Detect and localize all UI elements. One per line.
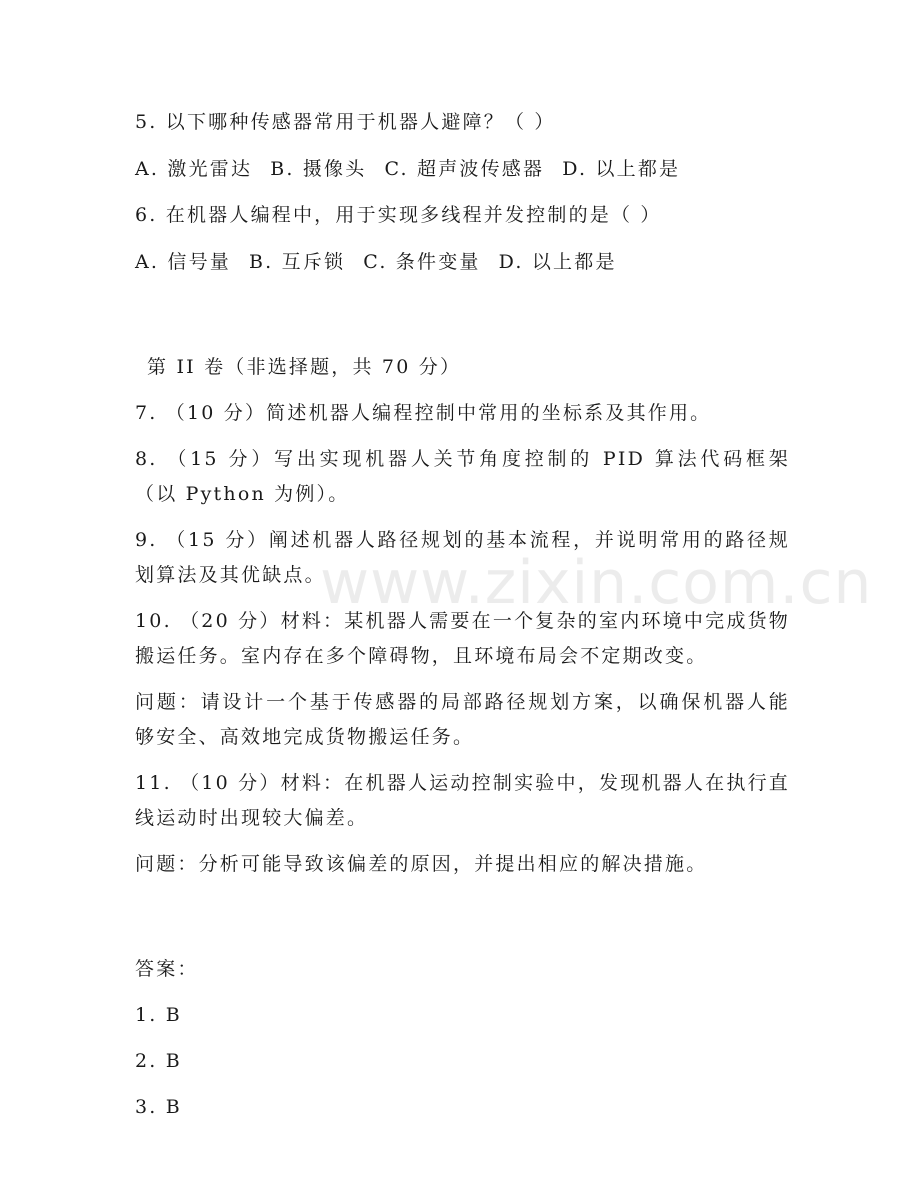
question-6: 6. 在机器人编程中，用于实现多线程并发控制的是（ ） bbox=[135, 204, 662, 226]
answer-item: 1. B bbox=[135, 1004, 182, 1026]
document-page bbox=[135, 105, 790, 1125]
question-11-question: 问题：分析可能导致该偏差的原因，并提出相应的解决措施。 bbox=[135, 853, 708, 875]
answers-title: 答案： bbox=[135, 958, 199, 980]
option-d: D. 以上都是 bbox=[562, 158, 681, 180]
question-7: 7. （10 分）简述机器人编程控制中常用的坐标系及其作用。 bbox=[135, 402, 712, 424]
question-6-options bbox=[135, 245, 790, 280]
question-10-question: 问题：请设计一个基于传感器的局部路径规划方案，以确保机器人能够安全、高效地完成货物搬运任务。 bbox=[135, 691, 790, 748]
option-d: D. 以上都是 bbox=[498, 251, 617, 273]
option-a: A. 激光雷达 bbox=[135, 158, 253, 180]
answer-item: 2. B bbox=[135, 1050, 182, 1072]
question-5-options bbox=[135, 152, 790, 187]
question-11-material: 11. （10 分）材料：在机器人运动控制实验中，发现机器人在执行直线运动时出现较大偏差。 bbox=[135, 772, 790, 829]
question-10-material: 10. （20 分）材料：某机器人需要在一个复杂的室内环境中完成货物搬运任务。室内存在多个障碍物，且环境布局会不定期改变。 bbox=[135, 610, 790, 667]
question-9: 9. （15 分）阐述机器人路径规划的基本流程，并说明常用的路径规划算法及其优缺点。 bbox=[135, 529, 790, 586]
option-b: B. 互斥锁 bbox=[249, 251, 346, 273]
section-title: 第 II 卷（非选择题，共 70 分） bbox=[147, 356, 462, 378]
option-a: A. 信号量 bbox=[135, 251, 232, 273]
option-c: C. 条件变量 bbox=[363, 251, 481, 273]
option-c: C. 超声波传感器 bbox=[384, 158, 545, 180]
question-8: 8. （15 分）写出实现机器人关节角度控制的 PID 算法代码框架（以 Python 为例）。 bbox=[135, 448, 790, 505]
option-b: B. 摄像头 bbox=[270, 158, 367, 180]
watermark: www.zixin.com.cn bbox=[320, 548, 873, 618]
answer-item: 3. B bbox=[135, 1096, 182, 1118]
question-5: 5. 以下哪种传感器常用于机器人避障？（ ） bbox=[135, 111, 556, 133]
